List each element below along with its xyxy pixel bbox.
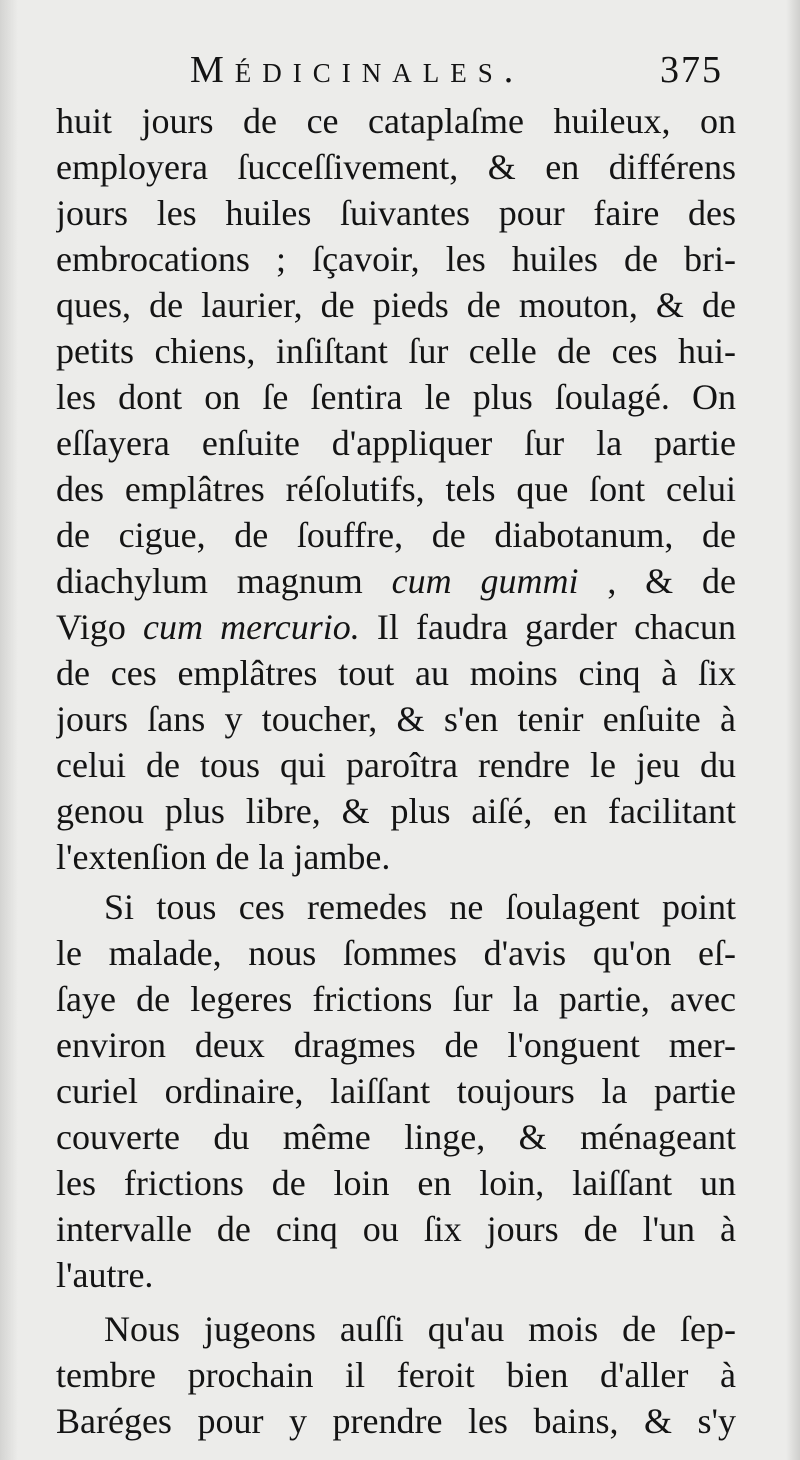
text-line: les dont on ſe ſentira le plus ſoulagé. On xyxy=(56,377,736,417)
text-line: de cigue, de ſouffre, de diabotanum, de xyxy=(56,515,736,555)
page-header xyxy=(0,40,800,102)
text-line: Baréges pour y prendre les bains, & s'y xyxy=(56,1401,736,1441)
text-line: intervalle de cinq ou ſix jours de l'un à xyxy=(56,1209,736,1249)
text-line: employera ſucceſſivement, & en différens xyxy=(56,147,736,187)
text-line: jours les huiles ſuivantes pour faire des xyxy=(56,193,736,233)
text-line: le malade, nous ſommes d'avis qu'on eſ- xyxy=(56,933,736,973)
text-line: huit jours de ce cataplaſme huileux, on xyxy=(56,101,736,141)
running-head: Médicinales. xyxy=(190,49,525,91)
text-segment: Il faudra garder chacun xyxy=(359,607,736,647)
text-line: des emplâtres réſolutifs, tels que ſont celui xyxy=(56,469,736,509)
text-line: l'autre. xyxy=(56,1255,154,1295)
text-line: Nous jugeons auſſi qu'au mois de ſep- xyxy=(104,1309,736,1349)
text-line: curiel ordinaire, laiſſant toujours la partie xyxy=(56,1071,736,1111)
text-segment: diachylum magnum xyxy=(56,561,392,601)
text-line: genou plus libre, & plus aiſé, en facilitant xyxy=(56,791,736,831)
text-line: l'extenſion de la jambe. xyxy=(56,837,391,877)
text-line: eſſayera enſuite d'appliquer ſur la partie xyxy=(56,423,736,463)
italic-term-cum-gummi: cum gummi xyxy=(391,561,579,601)
text-line: les frictions de loin en loin, laiſſant un xyxy=(56,1163,736,1203)
text-segment: Vigo xyxy=(56,607,143,647)
page-number: 375 xyxy=(660,49,723,91)
text-line-diachylum xyxy=(56,558,736,604)
text-line: Si tous ces remedes ne ſoulagent point xyxy=(104,887,736,927)
text-line: embrocations ; ſçavoir, les huiles de bri- xyxy=(56,239,736,279)
text-line: de ces emplâtres tout au moins cinq à ſix xyxy=(56,653,736,693)
text-line: environ deux dragmes de l'onguent mer- xyxy=(56,1025,736,1065)
text-line: celui de tous qui paroîtra rendre le jeu du xyxy=(56,745,736,785)
text-line: couverte du même linge, & ménageant xyxy=(56,1117,736,1157)
text-line: jours ſans y toucher, & s'en tenir enſuite à xyxy=(56,699,736,739)
text-line: ſaye de legeres frictions ſur la partie, avec xyxy=(56,979,736,1019)
text-line: ques, de laurier, de pieds de mouton, & de xyxy=(56,285,736,325)
text-line-vigo xyxy=(56,604,736,650)
text-segment: , & de xyxy=(578,561,736,601)
text-line: tembre prochain il feroit bien d'aller à xyxy=(56,1355,736,1395)
italic-term-cum-mercurio: cum mercurio. xyxy=(142,607,360,647)
text-line: petits chiens, inſiſtant ſur celle de ces hui- xyxy=(56,331,736,371)
